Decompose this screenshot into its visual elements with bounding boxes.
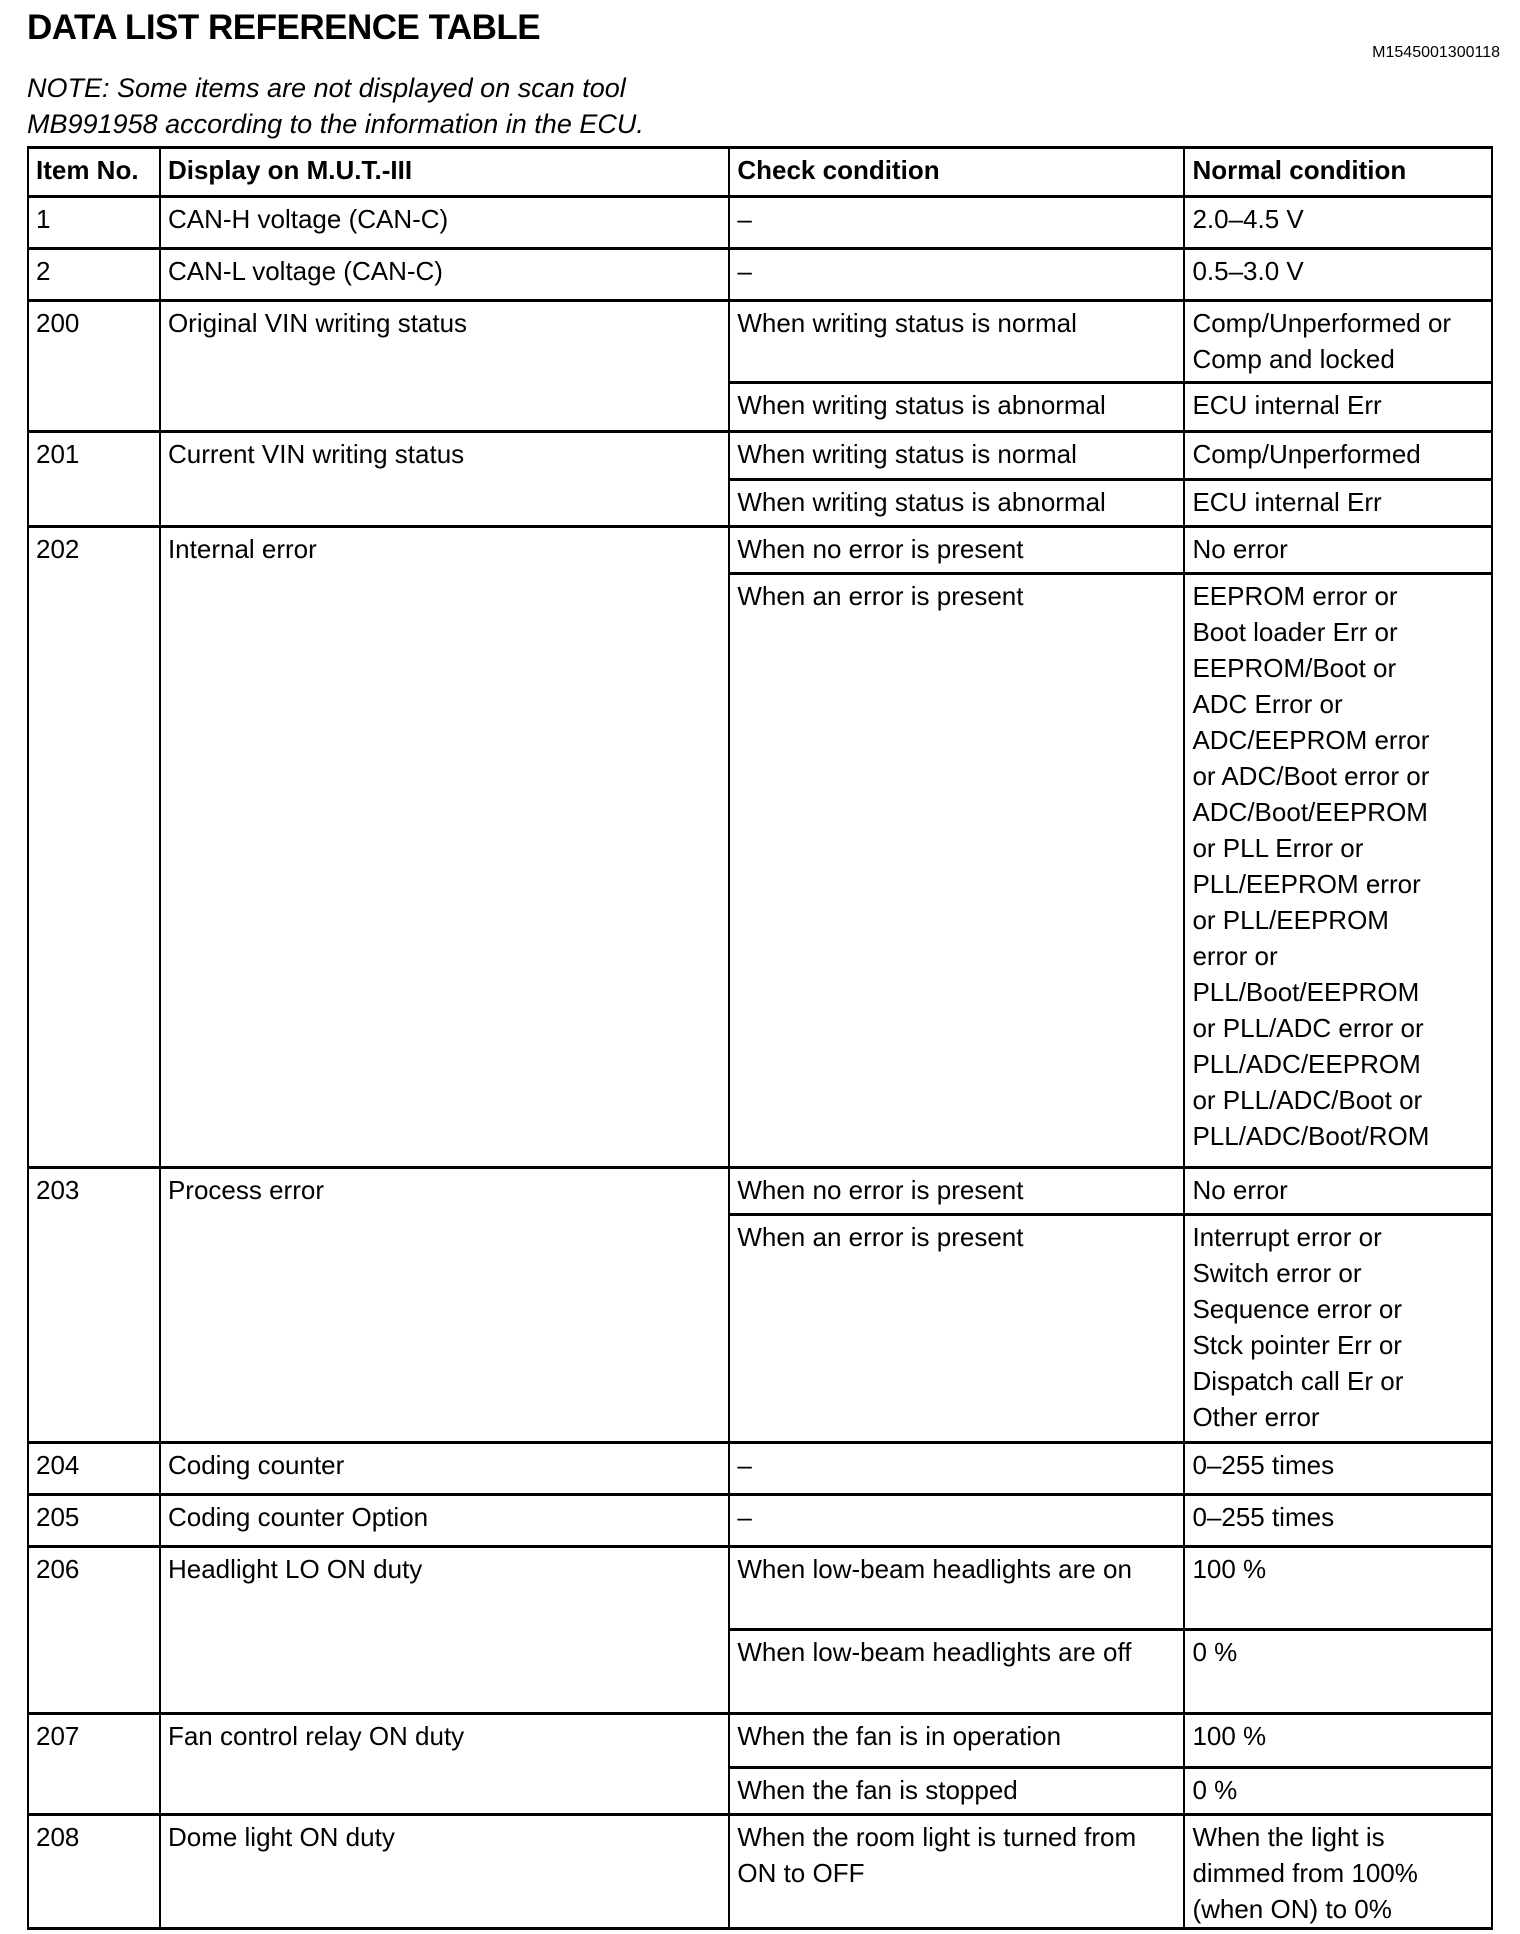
item-number: 203 bbox=[28, 1168, 160, 1443]
item-number: 200 bbox=[28, 301, 160, 432]
check-condition: When low-beam headlights are on bbox=[729, 1547, 1184, 1630]
table-row bbox=[28, 301, 1492, 383]
table-row bbox=[28, 249, 1492, 301]
normal-condition: No error bbox=[1184, 1168, 1492, 1215]
display-name: Headlight LO ON duty bbox=[160, 1547, 729, 1714]
table-row bbox=[28, 1443, 1492, 1495]
display-name: Coding counter bbox=[160, 1443, 729, 1495]
data-list-table bbox=[27, 146, 1493, 1930]
normal-condition: EEPROM error or Boot loader Err or EEPROM/Boot or ADC Error or ADC/EEPROM error or ADC/Boot error or ADC/Boot/EEPROM or PLL Error or PLL/EEPROM error or PLL/EEPROM error or PLL/Boot/EEPROM or PLL/ADC error or PLL/ADC/EEPROM or PLL/ADC/Boot or PLL/ADC/Boot/ROM bbox=[1184, 574, 1492, 1168]
normal-condition: Interrupt error or Switch error or Sequence error or Stck pointer Err or Dispatch call Er or Other error bbox=[1184, 1215, 1492, 1443]
check-condition: When no error is present bbox=[729, 527, 1184, 574]
display-name: Original VIN writing status bbox=[160, 301, 729, 432]
normal-condition: ECU internal Err bbox=[1184, 383, 1492, 432]
check-condition: – bbox=[729, 1443, 1184, 1495]
normal-condition: 0.5–3.0 V bbox=[1184, 249, 1492, 301]
note-line: MB991958 according to the information in the ECU. bbox=[27, 109, 644, 139]
normal-condition: No error bbox=[1184, 527, 1492, 574]
display-name: Fan control relay ON duty bbox=[160, 1714, 729, 1815]
table-row bbox=[28, 1168, 1492, 1215]
check-condition: When an error is present bbox=[729, 1215, 1184, 1443]
item-number: 205 bbox=[28, 1495, 160, 1547]
normal-condition: 100 % bbox=[1184, 1714, 1492, 1768]
header-display: Display on M.U.T.-III bbox=[160, 148, 729, 197]
check-condition: – bbox=[729, 249, 1184, 301]
item-number: 207 bbox=[28, 1714, 160, 1815]
table-row bbox=[28, 1815, 1492, 1929]
display-name: Dome light ON duty bbox=[160, 1815, 729, 1929]
check-condition: When writing status is abnormal bbox=[729, 383, 1184, 432]
check-condition: When the fan is stopped bbox=[729, 1768, 1184, 1815]
document-code: M1545001300118 bbox=[1372, 44, 1500, 61]
normal-condition: 100 % bbox=[1184, 1547, 1492, 1630]
normal-condition: When the light is dimmed from 100% (when ON) to 0% bbox=[1184, 1815, 1492, 1929]
item-number: 206 bbox=[28, 1547, 160, 1714]
table-header-row bbox=[28, 148, 1492, 197]
check-condition: When low-beam headlights are off bbox=[729, 1630, 1184, 1714]
normal-condition: Comp/Unperformed or Comp and locked bbox=[1184, 301, 1492, 383]
table-row bbox=[28, 527, 1492, 574]
item-number: 208 bbox=[28, 1815, 160, 1929]
display-name: Coding counter Option bbox=[160, 1495, 729, 1547]
normal-condition: 0 % bbox=[1184, 1768, 1492, 1815]
check-condition: When writing status is normal bbox=[729, 432, 1184, 480]
display-name: Current VIN writing status bbox=[160, 432, 729, 527]
display-name: CAN-H voltage (CAN-C) bbox=[160, 197, 729, 249]
normal-condition: 0–255 times bbox=[1184, 1495, 1492, 1547]
display-name: Internal error bbox=[160, 527, 729, 1168]
table-row bbox=[28, 432, 1492, 480]
header-normal-condition: Normal condition bbox=[1184, 148, 1492, 197]
note bbox=[27, 70, 644, 142]
check-condition: When writing status is abnormal bbox=[729, 480, 1184, 527]
table-row bbox=[28, 1547, 1492, 1630]
check-condition: – bbox=[729, 197, 1184, 249]
header-check-condition: Check condition bbox=[729, 148, 1184, 197]
display-name: Process error bbox=[160, 1168, 729, 1443]
item-number: 201 bbox=[28, 432, 160, 527]
display-name: CAN-L voltage (CAN-C) bbox=[160, 249, 729, 301]
table-row bbox=[28, 197, 1492, 249]
item-number: 202 bbox=[28, 527, 160, 1168]
table-row bbox=[28, 1495, 1492, 1547]
check-condition: When the room light is turned from ON to OFF bbox=[729, 1815, 1184, 1929]
table-row bbox=[28, 1714, 1492, 1768]
normal-condition: 0 % bbox=[1184, 1630, 1492, 1714]
normal-condition: Comp/Unperformed bbox=[1184, 432, 1492, 480]
item-number: 2 bbox=[28, 249, 160, 301]
normal-condition: ECU internal Err bbox=[1184, 480, 1492, 527]
note-line: NOTE: Some items are not displayed on scan tool bbox=[27, 73, 626, 103]
check-condition: When an error is present bbox=[729, 574, 1184, 1168]
check-condition: When the fan is in operation bbox=[729, 1714, 1184, 1768]
header-item-no: Item No. bbox=[28, 148, 160, 197]
normal-condition: 2.0–4.5 V bbox=[1184, 197, 1492, 249]
item-number: 1 bbox=[28, 197, 160, 249]
page-title: DATA LIST REFERENCE TABLE bbox=[27, 8, 541, 47]
check-condition: When writing status is normal bbox=[729, 301, 1184, 383]
check-condition: When no error is present bbox=[729, 1168, 1184, 1215]
normal-condition: 0–255 times bbox=[1184, 1443, 1492, 1495]
check-condition: – bbox=[729, 1495, 1184, 1547]
item-number: 204 bbox=[28, 1443, 160, 1495]
